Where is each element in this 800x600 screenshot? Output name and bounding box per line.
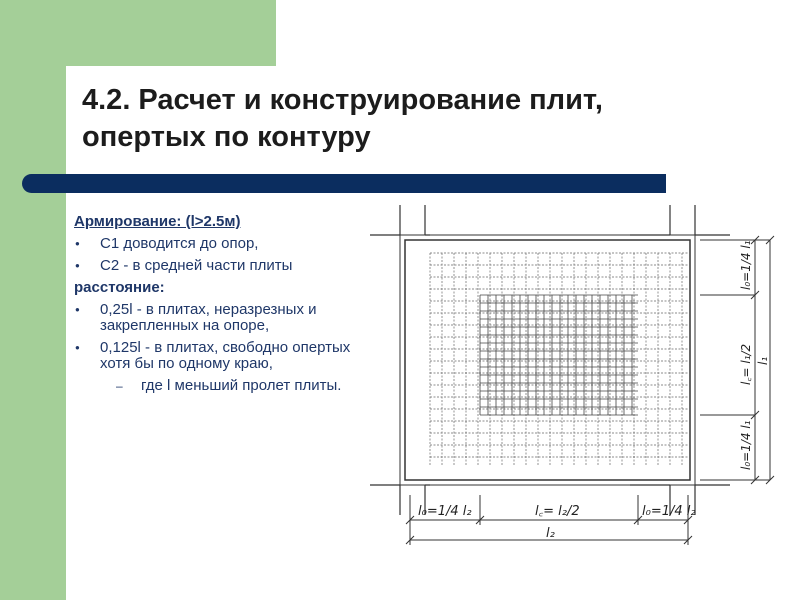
title-divider-bar xyxy=(22,174,666,193)
green-side-band xyxy=(0,0,66,600)
page-title xyxy=(82,82,762,156)
title-line-2: опертых по контуру xyxy=(82,121,371,153)
reinforcement-heading: Армирование: (l>2.5м) xyxy=(74,213,241,230)
bullet-c2: ● С2 - в средней части плиты xyxy=(74,258,374,274)
dim-label-total-l2: l₂ xyxy=(546,526,555,541)
dim-label-bottom-right: l₀=1/4 l₂ xyxy=(642,504,696,519)
dim-label-bottom-left: l₀=1/4 l₂ xyxy=(418,504,472,519)
slide-text-body xyxy=(74,214,374,394)
bullet-c1: ● С1 доводится до опор, xyxy=(74,236,374,252)
c2-mesh xyxy=(480,295,638,415)
dim-label-right-top: l₀=1/4 l₁ xyxy=(739,240,753,290)
title-line-1: 4.2. Расчет и конструирование плит, xyxy=(82,84,603,116)
dim-label-right-bottom: l₀=1/4 l₁ xyxy=(739,420,753,470)
sub-bullet-span: – где l меньший пролет плиты. xyxy=(74,378,374,394)
bullet-continuous-slabs: ● 0,25l - в плитах, неразрезных и закрепленных на опоре, xyxy=(74,302,374,334)
dim-label-right-center: l꜀= l₁/2 xyxy=(739,343,753,385)
dim-label-bottom-center: l꜀= l₂/2 xyxy=(535,504,580,519)
green-top-band xyxy=(66,0,276,66)
slab-reinforcement-drawing xyxy=(370,195,785,555)
dim-label-total-l1: l₁ xyxy=(756,356,770,365)
bullet-simply-supported: ● 0,125l - в плитах, свободно опертых хотя бы по одному краю, xyxy=(74,340,374,372)
distance-heading: расстояние: xyxy=(74,279,165,296)
